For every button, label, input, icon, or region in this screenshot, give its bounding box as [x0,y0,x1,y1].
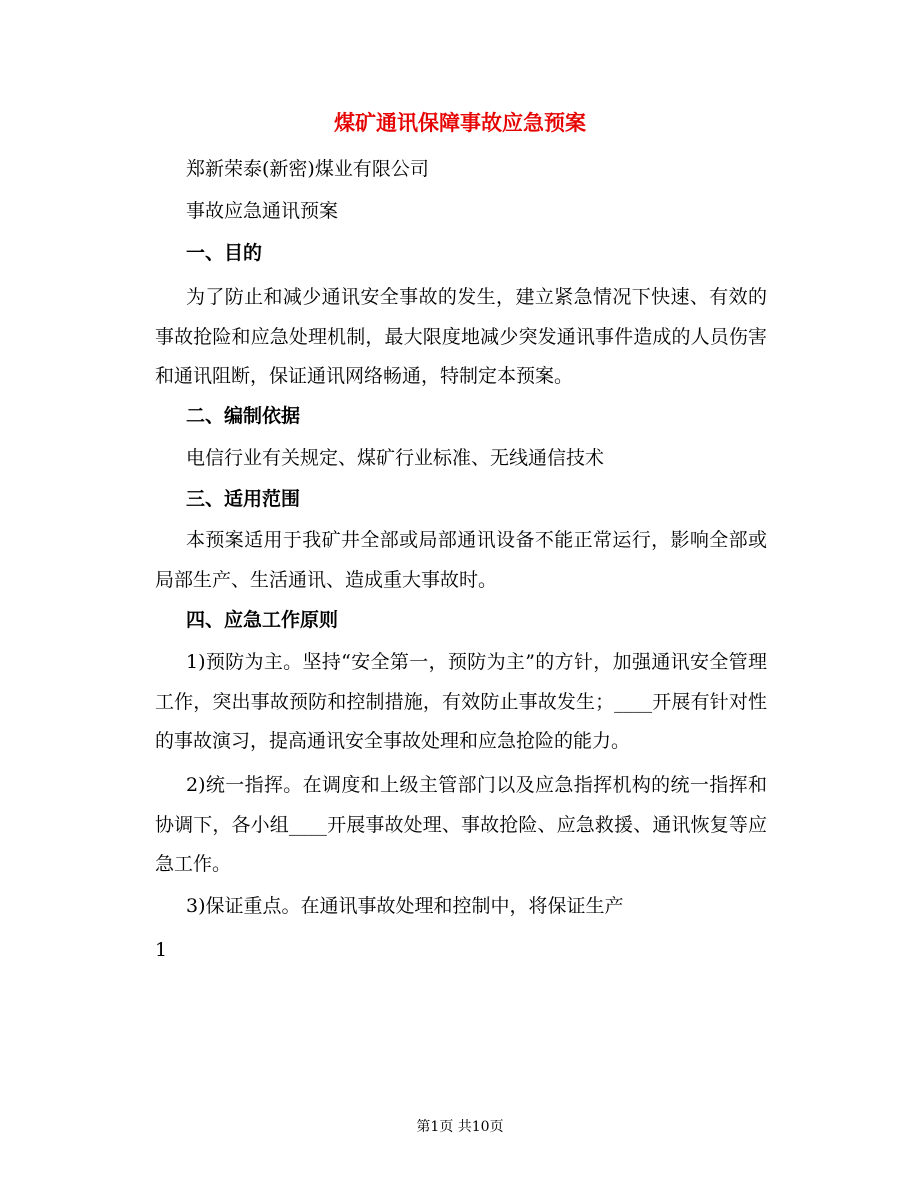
company-name: 郑新荣泰(新密)煤业有限公司 [186,158,429,180]
principle-key-points: 3)保证重点。在通讯事故处理和控制中，将保证生产 [186,895,624,917]
section-body-purpose: 为了防止和减少通讯安全事故的发生，建立紧急情况下快速、有效的事故抢险和应急处理机制，最大限度地减少突发通讯事件造成的人员伤害和通讯阻断，保证通讯网络畅通，特制定本预案。 [155,286,767,387]
section-heading-basis: 二、编制依据 [186,405,301,427]
page-indicator: 第1页 共10页 [416,1119,504,1135]
principle-unified-command: 2)统一指挥。在调度和上级主管部门以及应急指挥机构的统一指挥和协调下，各小组____开展事故处理、事故抢险、应急救援、通讯恢复等应急工作。 [155,774,767,875]
section-body-scope: 本预案适用于我矿井全部或局部通讯设备不能正常运行，影响全部或局部生产、生活通讯、造成重大事故时。 [155,529,767,591]
document-subtitle: 事故应急通讯预案 [186,200,339,222]
section-heading-purpose: 一、目的 [186,242,263,264]
principle-prevention: 1)预防为主。坚持“安全第一，预防为主”的方针，加强通讯安全管理工作，突出事故预防和控制措施，有效防止事故发生；____开展有针对性的事故演习，提高通讯安全事故处理和应急抢险的能力。 [155,651,767,752]
page-marker: 1 [155,939,168,961]
document-title: 煤矿通讯保障事故应急预案 [334,110,586,135]
section-body-basis: 电信行业有关规定、煤矿行业标准、无线通信技术 [186,447,605,469]
section-heading-scope: 三、适用范围 [186,488,301,510]
section-heading-principles: 四、应急工作原则 [186,609,339,631]
